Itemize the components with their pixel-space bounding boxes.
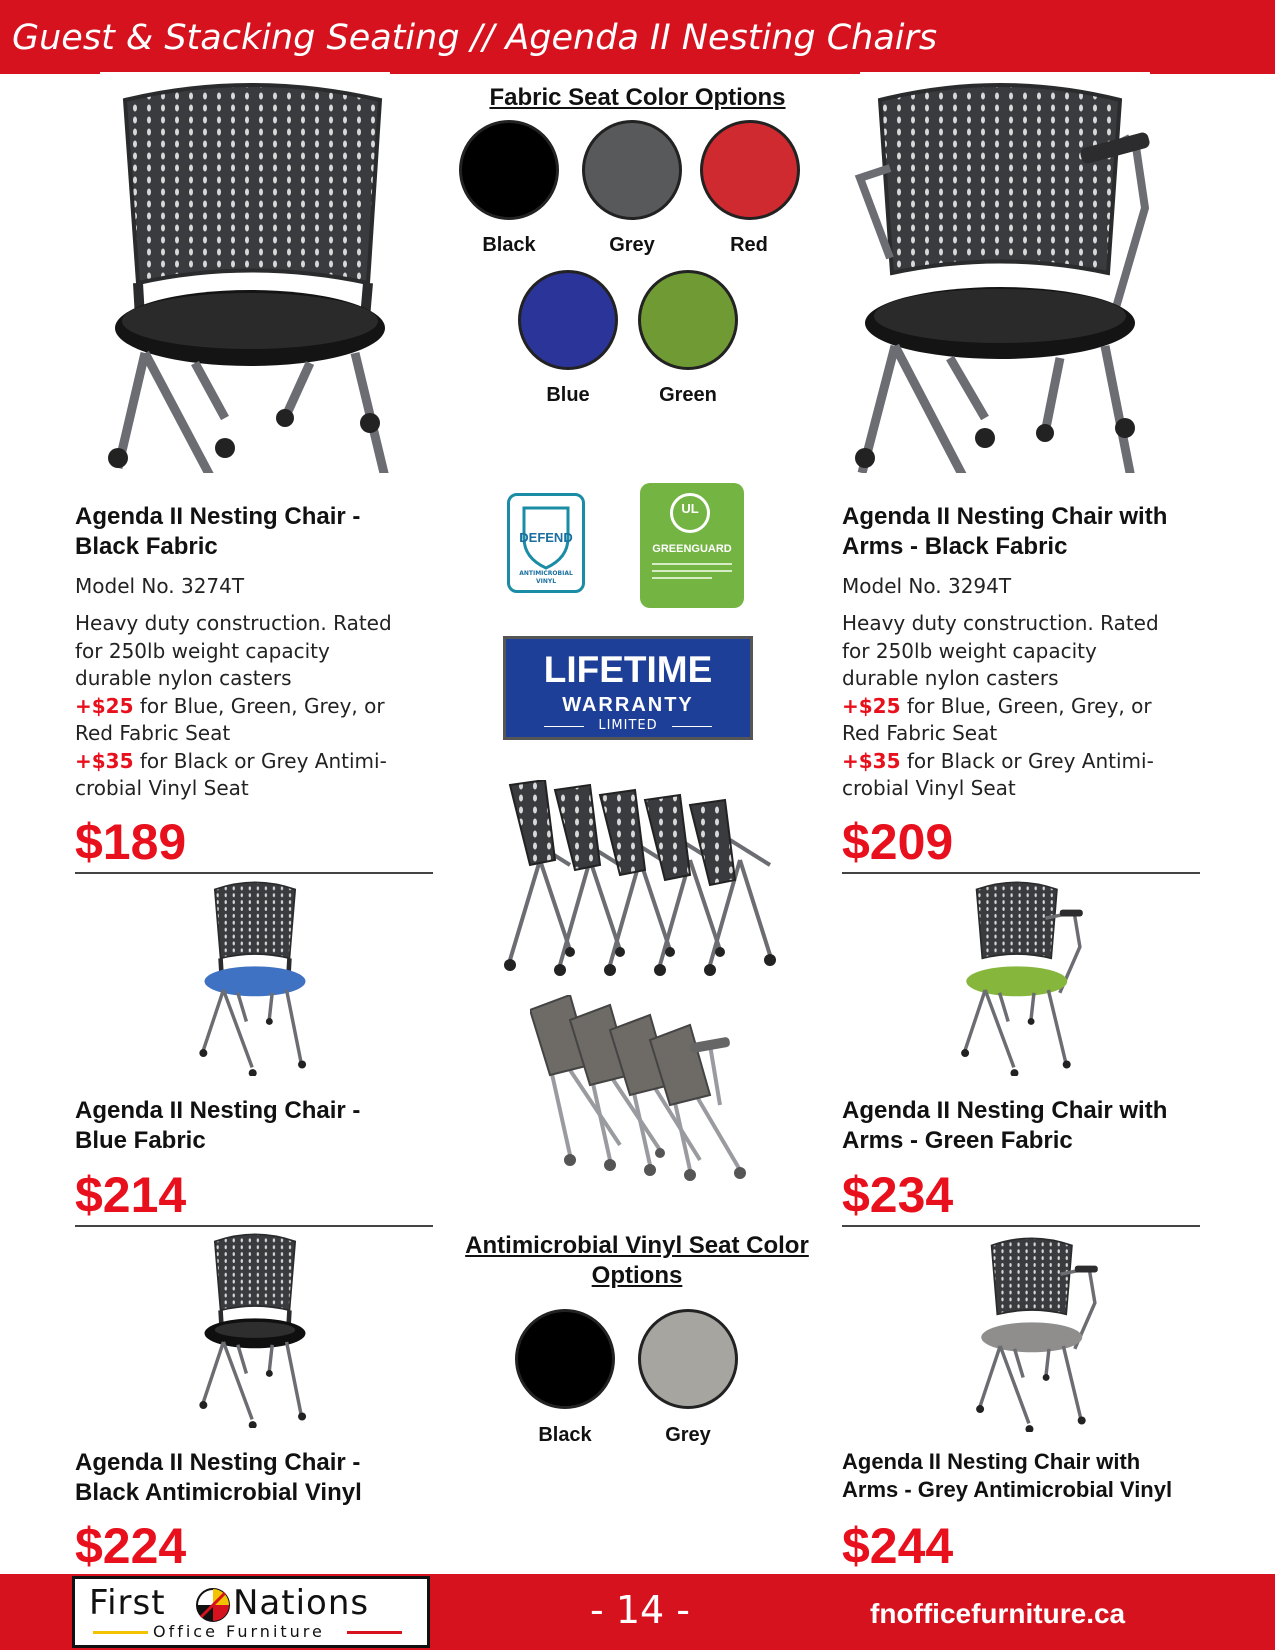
header-underline-left [100, 72, 390, 75]
defend-badge [507, 493, 585, 593]
fabric-swatch-red [700, 120, 800, 220]
warranty-rule-left [544, 726, 584, 727]
defend-sub2: VINYL [535, 578, 557, 585]
model-number: Model No. 3294T [842, 574, 1012, 598]
medicine-wheel-icon [195, 1587, 231, 1623]
fabric-swatch-blue [518, 270, 618, 370]
vinyl-swatch-black [515, 1309, 615, 1409]
product-description: Heavy duty construction. Rated for 250lb weight capacity durable nylon casters +$25 for Blue, Green, Grey, or Red Fabric Seat +$35 for Black or Grey Antimi- crobial Vinyl Seat [75, 611, 392, 800]
lifetime-warranty-badge [503, 636, 753, 740]
warranty-line3: LIMITED [598, 718, 658, 733]
greenguard-fineprint-1 [652, 563, 732, 565]
nested-chairs-grey-image [530, 995, 770, 1185]
vinyl-swatch-grey [638, 1309, 738, 1409]
chair-arms-grey-vinyl-image [955, 1234, 1120, 1432]
fabric-label-black: Black [482, 234, 536, 256]
price-arms-grey-vinyl: $244 [842, 1518, 954, 1574]
product-arms-grey-vinyl-name: Agenda II Nesting Chair with Arms - Grey Antimicrobial Vinyl [842, 1449, 1173, 1502]
price-arms-black-fabric: $209 [842, 814, 954, 870]
warranty-line1: LIFETIME [543, 649, 713, 690]
fabric-swatch-grey [582, 120, 682, 220]
logo-word-first: First [89, 1583, 166, 1623]
greenguard-fineprint-3 [652, 577, 712, 579]
fabric-label-grey: Grey [609, 234, 655, 256]
vinyl-options-title-line2: Options [591, 1262, 683, 1289]
product-description: Heavy duty construction. Rated for 250lb weight capacity durable nylon casters +$25 for Blue, Green, Grey, or Red Fabric Seat +$35 for Black or Grey Antimi- crobial Vinyl Seat [842, 611, 1159, 800]
chair-blue-fabric-image [175, 878, 335, 1076]
price-black-vinyl: $224 [75, 1518, 187, 1574]
price-arms-green-fabric: $234 [842, 1167, 954, 1223]
logo-subtitle: Office Furniture [153, 1622, 325, 1641]
divider [75, 1225, 433, 1227]
warranty-rule-right [672, 726, 712, 727]
ul-mark: UL [681, 501, 699, 516]
first-nations-logo [72, 1576, 430, 1648]
website-link[interactable]: fnofficefurniture.ca [870, 1598, 1126, 1629]
chair-black-fabric-image [100, 78, 400, 473]
price-blue-fabric: $214 [75, 1167, 187, 1223]
chair-arms-green-fabric-image [940, 878, 1105, 1076]
vinyl-label-grey: Grey [665, 1424, 711, 1446]
fabric-swatch-green [638, 270, 738, 370]
defend-sub1: ANTIMICROBIAL [519, 570, 573, 577]
vinyl-options-title-line1: Antimicrobial Vinyl Seat Color [465, 1232, 809, 1259]
chair-black-vinyl-image [175, 1230, 335, 1428]
page-title: Guest & Stacking Seating // Agenda II Nesting Chairs [12, 18, 938, 58]
greenguard-fineprint-2 [652, 570, 732, 572]
fabric-options-title: Fabric Seat Color Options [489, 84, 786, 111]
greenguard-badge [640, 483, 744, 608]
product-arms-black-fabric [842, 502, 1222, 803]
fabric-swatch-black [459, 120, 559, 220]
logo-stripe-right [347, 1631, 402, 1634]
divider [842, 872, 1200, 874]
product-arms-green-fabric-name: Agenda II Nesting Chair with Arms - Green Fabric [842, 1097, 1168, 1154]
page-number: - 14 - [590, 1588, 690, 1632]
divider [842, 1225, 1200, 1227]
warranty-line2: WARRANTY [562, 694, 694, 716]
logo-word-nations: Nations [233, 1583, 370, 1623]
product-blue-fabric-name: Agenda II Nesting Chair - Blue Fabric [75, 1097, 361, 1154]
price-black-fabric: $189 [75, 814, 187, 870]
greenguard-title: GREENGUARD [652, 543, 732, 555]
vinyl-label-black: Black [538, 1424, 592, 1446]
model-number: Model No. 3274T [75, 574, 245, 598]
product-black-vinyl-name: Agenda II Nesting Chair - Black Antimicrobial Vinyl [75, 1449, 362, 1506]
nested-chairs-black-image [500, 780, 790, 980]
chair-arms-black-fabric-image [850, 78, 1160, 473]
product-black-fabric [75, 502, 435, 803]
fabric-label-red: Red [730, 234, 768, 256]
product-name: Agenda II Nesting Chair - Black Fabric [75, 503, 361, 560]
product-name: Agenda II Nesting Chair with Arms - Black Fabric [842, 503, 1168, 560]
logo-stripe-left [93, 1631, 148, 1634]
fabric-label-green: Green [659, 384, 717, 406]
header-underline-right [860, 72, 1150, 75]
fabric-label-blue: Blue [546, 384, 590, 406]
divider [75, 872, 433, 874]
defend-title: DEFEND [519, 530, 573, 545]
